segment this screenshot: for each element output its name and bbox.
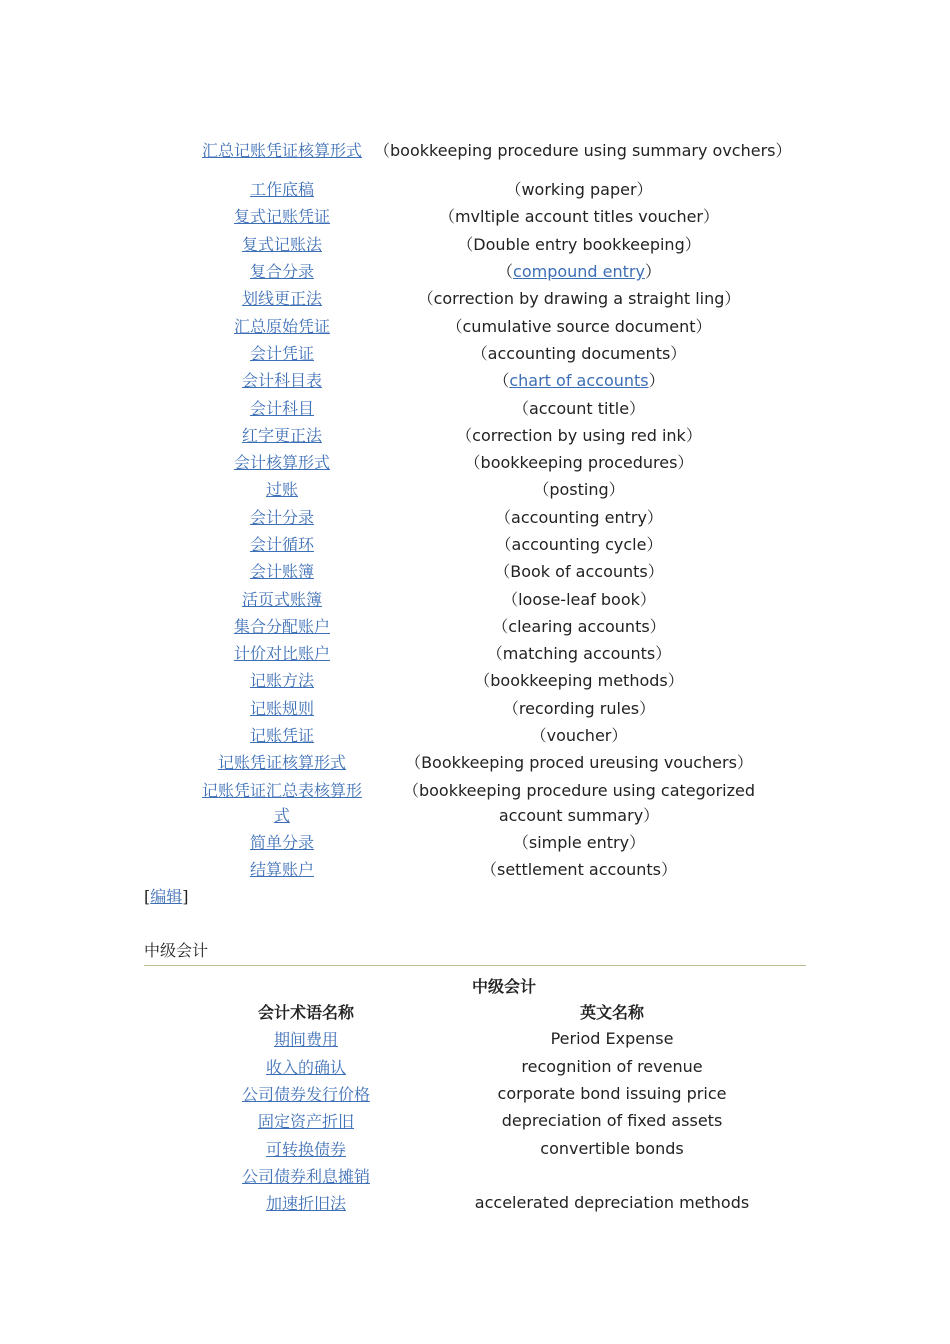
term-translation: （accounting documents） xyxy=(471,343,687,363)
term-link[interactable]: 过账 xyxy=(265,480,298,500)
term-link[interactable]: 固定资产折旧 xyxy=(257,1112,354,1132)
term-link[interactable]: 复合分录 xyxy=(249,262,314,282)
term-link[interactable]: 会计科目 xyxy=(249,398,314,418)
term-link[interactable]: 会计科目表 xyxy=(241,371,322,391)
term-link[interactable]: 会计循环 xyxy=(249,535,314,554)
term-translation: （account title） xyxy=(512,398,646,418)
paren-open: （ xyxy=(497,262,514,282)
term-link[interactable]: 记账方法 xyxy=(249,671,314,691)
term-translation: depreciation of fixed assets xyxy=(501,1111,723,1131)
table-caption: 中级会计 xyxy=(471,977,536,996)
accounting-terms-table xyxy=(200,124,792,883)
table-row xyxy=(200,203,784,230)
table-row xyxy=(226,1053,838,1080)
term-link[interactable]: 划线更正法 xyxy=(241,289,322,309)
term-link[interactable]: 汇总原始凭证 xyxy=(233,316,330,336)
column-header-cn: 会计术语名称 xyxy=(257,1003,354,1023)
paren-close: ） xyxy=(648,371,665,391)
term-translation: corporate bond issuing price xyxy=(497,1084,727,1104)
term-translation: （bookkeeping procedures） xyxy=(464,453,694,473)
table-row xyxy=(200,504,784,531)
term-link[interactable]: 集合分配账户 xyxy=(233,616,330,636)
term-link[interactable]: 工作底稿 xyxy=(249,180,314,200)
term-translation: accelerated depreciation methods xyxy=(474,1193,750,1213)
table-row xyxy=(200,394,784,421)
term-link[interactable]: 公司债券发行价格 xyxy=(241,1085,370,1105)
term-link[interactable]: 计价对比账户 xyxy=(233,644,330,664)
term-link[interactable]: 加速折旧法 xyxy=(265,1194,346,1214)
chart-of-accounts-link[interactable]: chart of accounts xyxy=(509,371,649,391)
table-row xyxy=(226,1025,838,1052)
term-translation: （Bookkeeping proced ureusing vouchers） xyxy=(405,753,753,773)
term-link[interactable]: 活页式账簿 xyxy=(241,589,322,609)
intermediate-accounting-table xyxy=(226,998,838,1216)
table-row xyxy=(200,722,784,749)
term-translation: （correction by using red ink） xyxy=(456,425,702,445)
table-row xyxy=(200,558,784,585)
term-link[interactable]: 汇总记账凭证核算形式 xyxy=(201,140,362,160)
term-translation: （settlement accounts） xyxy=(480,859,678,879)
bracket-open: [ xyxy=(144,887,151,906)
table-row xyxy=(200,422,784,449)
paren-open: （ xyxy=(493,371,510,391)
table-row xyxy=(226,1189,838,1216)
term-link[interactable]: 会计账簿 xyxy=(249,562,314,582)
table-row xyxy=(200,531,784,558)
term-translation xyxy=(386,1162,838,1189)
term-link[interactable]: 会计凭证 xyxy=(249,343,314,363)
term-translation: （bookkeeping methods） xyxy=(474,671,684,691)
term-translation xyxy=(364,367,784,394)
table-row xyxy=(200,667,784,694)
table-row xyxy=(200,124,784,176)
term-link[interactable]: 记账凭证汇总表核算形式 xyxy=(201,780,362,825)
term-translation: （accounting cycle） xyxy=(495,535,663,554)
table-row xyxy=(200,856,784,883)
term-translation: （bookkeeping procedure using summary ovchers） xyxy=(374,140,792,160)
term-translation: （Book of accounts） xyxy=(494,562,664,582)
term-link[interactable]: 复式记账法 xyxy=(241,234,322,254)
table-row xyxy=(226,1080,838,1107)
edit-link[interactable]: 编辑 xyxy=(150,887,183,906)
term-link[interactable]: 红字更正法 xyxy=(241,425,322,445)
table-row xyxy=(200,312,784,339)
term-link[interactable]: 公司债券利息摊销 xyxy=(241,1166,370,1186)
term-translation: recognition of revenue xyxy=(521,1056,703,1076)
term-translation: convertible bonds xyxy=(540,1138,684,1158)
table-row xyxy=(200,695,784,722)
table-row xyxy=(200,176,784,203)
table-row xyxy=(226,1134,838,1161)
table-row xyxy=(226,1162,838,1189)
table-row xyxy=(200,449,784,476)
term-translation: （correction by drawing a straight ling） xyxy=(417,289,741,309)
table-row xyxy=(200,476,784,503)
table-row xyxy=(200,585,784,612)
term-translation: （cumulative source document） xyxy=(446,316,712,336)
table-row xyxy=(200,640,784,667)
section-heading: 中级会计 xyxy=(144,941,209,960)
table-row xyxy=(226,1107,838,1134)
term-link[interactable]: 简单分录 xyxy=(249,832,314,852)
edit-section xyxy=(144,884,189,907)
term-translation: Period Expense xyxy=(550,1029,674,1049)
term-link[interactable]: 记账凭证 xyxy=(249,726,314,746)
table-row xyxy=(200,613,784,640)
term-link[interactable]: 可转换债券 xyxy=(265,1139,346,1159)
table-row xyxy=(200,340,784,367)
term-translation: （posting） xyxy=(533,480,625,500)
term-link[interactable]: 收入的确认 xyxy=(265,1057,346,1077)
table-row xyxy=(200,258,784,285)
term-link[interactable]: 会计核算形式 xyxy=(233,453,330,473)
table-row xyxy=(200,829,784,856)
term-translation: （clearing accounts） xyxy=(492,616,666,636)
term-link[interactable]: 复式记账凭证 xyxy=(233,207,330,227)
term-link[interactable]: 记账规则 xyxy=(249,698,314,718)
term-link[interactable]: 结算账户 xyxy=(249,859,314,879)
term-translation xyxy=(364,258,784,285)
table-row xyxy=(200,777,784,829)
compound-entry-link[interactable]: compound entry xyxy=(513,262,645,282)
column-header-en: 英文名称 xyxy=(579,1003,644,1023)
term-translation: （bookkeeping procedure using categorized account summary） xyxy=(402,780,756,825)
term-link[interactable]: 记账凭证核算形式 xyxy=(217,753,346,773)
term-link[interactable]: 期间费用 xyxy=(273,1030,338,1050)
table-row xyxy=(200,749,784,776)
term-translation: （voucher） xyxy=(530,726,628,746)
paren-close: ） xyxy=(644,262,661,282)
table-row xyxy=(200,367,784,394)
table-row xyxy=(200,285,784,312)
section-divider xyxy=(144,965,806,966)
term-link[interactable]: 会计分录 xyxy=(249,507,314,527)
term-translation: （Double entry bookkeeping） xyxy=(457,234,701,254)
term-translation: （recording rules） xyxy=(502,698,656,718)
term-translation: （matching accounts） xyxy=(486,644,672,664)
term-translation: （accounting entry） xyxy=(495,507,663,527)
term-translation: （simple entry） xyxy=(512,832,646,852)
bracket-close: ] xyxy=(182,887,189,906)
table-row xyxy=(200,231,784,258)
term-translation: （loose-leaf book） xyxy=(502,589,656,609)
term-translation: （working paper） xyxy=(505,180,653,200)
table-header-row xyxy=(226,998,838,1025)
term-translation: （mvltiple account titles voucher） xyxy=(438,207,720,227)
